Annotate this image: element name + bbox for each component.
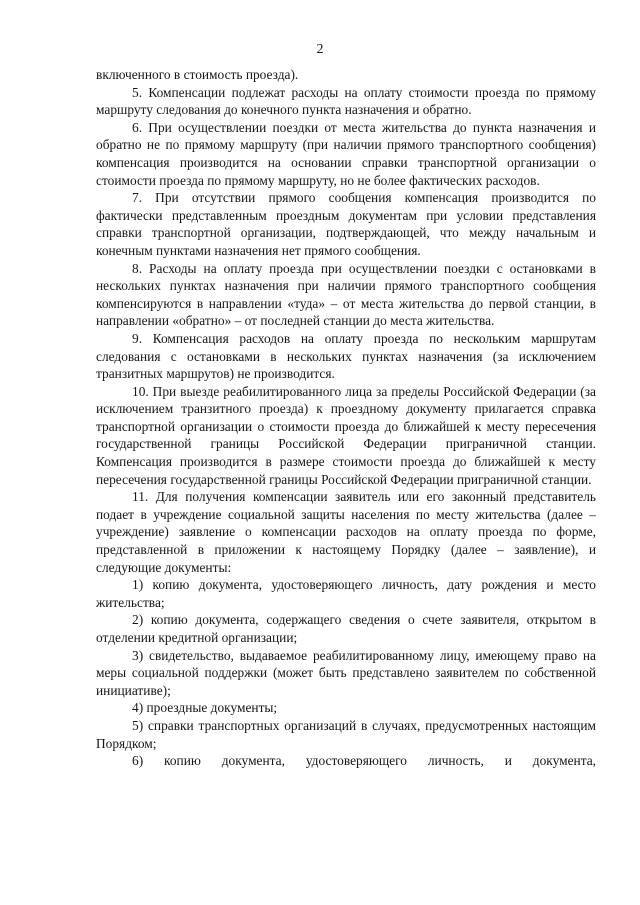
list-item-5: 5) справки транспортных организаций в случаях, предусмотренных настоящим Порядком;	[96, 717, 596, 751]
list-item-1: 1) копию документа, удостоверяющего личность, дату рождения и место жительства;	[96, 577, 596, 610]
paragraph-7: 7. При отсутствии прямого сообщения компенсация производится по фактически представленным проездным документам при условии представления справки транспортной организации, подтверждающей, что между начальным и конечным пунктами назначения нет прямого сообщения.	[96, 190, 596, 258]
document-body	[96, 66, 596, 770]
paragraph-11: 11. Для получения компенсации заявитель или его законный представитель подает в учреждение социальной защиты населения по месту жительства (далее – учреждение) заявление о компенсации расходов на оплату проезда по форме, представленной в приложении к настоящему Порядку (далее – заявление), и следующие документы:	[96, 489, 596, 575]
paragraph-8: 8. Расходы на оплату проезда при осуществлении поездки с остановками в нескольких пунктах назначения при наличии прямого транспортного сообщения компенсируются в направлении «туда» – от места жительства до первой станции, в направлении «обратно» – от последней станции до места жительства.	[96, 260, 596, 329]
paragraph-continuation: включенного в стоимость проезда).	[96, 67, 299, 82]
page-number: 2	[316, 42, 324, 57]
paragraph-6: 6. При осуществлении поездки от места жительства до пункта назначения и обратно не по прямому маршруту (при наличии прямого транспортного сообщения) компенсация производится на основании справки транспортной организации о стоимости проезда по прямому маршруту, но не более фактических расходов.	[96, 119, 596, 188]
list-item-4: 4) проездные документы;	[132, 700, 278, 716]
paragraph-10: 10. При выезде реабилитированного лица за пределы Российской Федерации (за исключением транзитного проезда) к проездному документу прилагается справка транспортной организации о стоимости проезда до ближайшей к месту пересечения государственной границы Российской Федерации приграничной станции. Компенсация производится в размере стоимости проезда до ближайшей к месту пересечения государственной границы Российской Федерации приграничной станции.	[96, 383, 596, 487]
paragraph-9: 9. Компенсация расходов на оплату проезда по нескольким маршрутам следования с остановками в нескольких пунктах назначения (за исключением транзитных маршрутов) не производится.	[96, 330, 596, 382]
list-item-3: 3) свидетельство, выдаваемое реабилитированному лицу, имеющему право на меры социальной поддержки (может быть представлено заявителем по собственной инициативе);	[96, 647, 596, 698]
list-item-6: 6) копию документа, удостоверяющего личность, и документа,	[132, 753, 596, 769]
paragraph-5: 5. Компенсации подлежат расходы на оплату стоимости проезда по прямому маршруту следования до конечного пункта назначения и обратно.	[96, 84, 596, 118]
list-item-2: 2) копию документа, содержащего сведения о счете заявителя, открытом в отделении кредитной организации;	[96, 612, 596, 645]
